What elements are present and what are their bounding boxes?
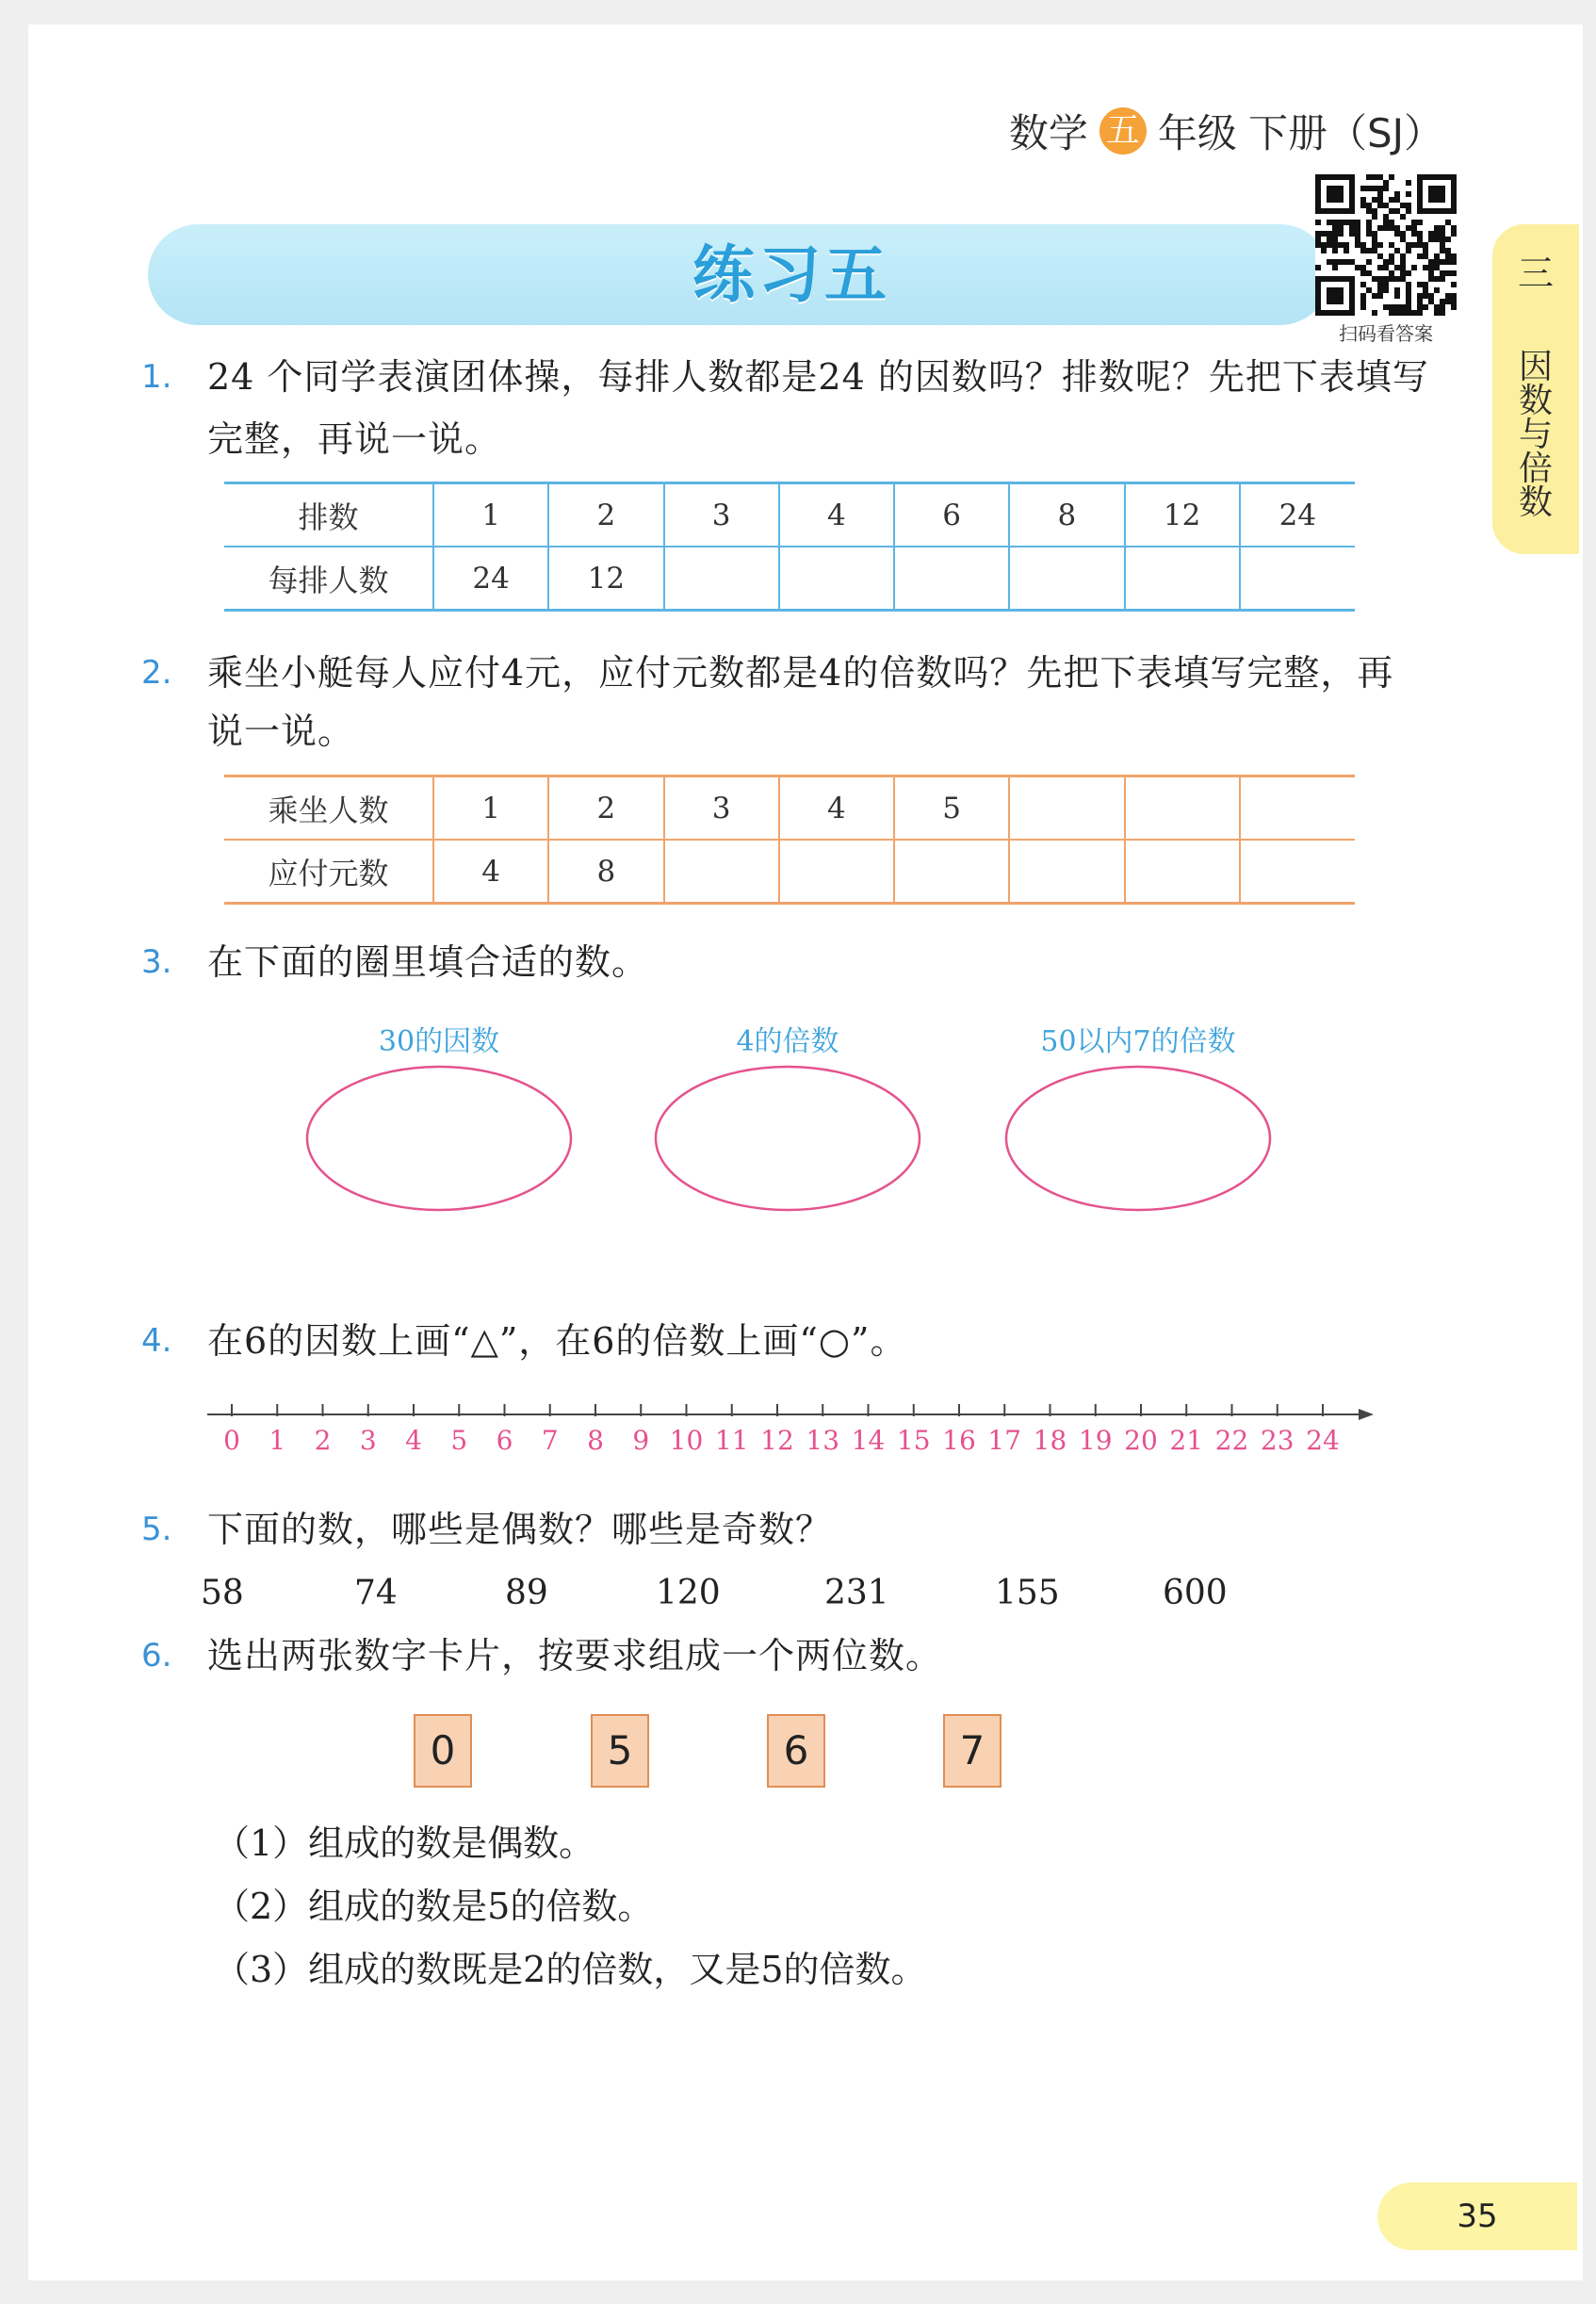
table-cell: 4	[779, 776, 894, 841]
answer-ovals	[0, 1055, 1596, 1225]
table-cell: 24	[433, 547, 548, 611]
sub-question-2: （2）组成的数是5的倍数。	[214, 1886, 654, 1927]
table-cell	[1009, 547, 1124, 611]
table-cell: 8	[548, 840, 663, 904]
table-cell: 8	[1009, 483, 1124, 547]
number-line-label: 8	[587, 1425, 604, 1456]
table-cell	[894, 840, 1009, 904]
oval-multiples-of-4	[656, 1067, 920, 1210]
number-item: 120	[656, 1574, 721, 1612]
row-label: 乘坐人数	[224, 776, 433, 841]
table-cell: 1	[433, 776, 548, 841]
question-1-line: 24 个同学表演团体操，每排人数都是24 的因数吗？排数呢？先把下表填写	[207, 356, 1429, 398]
number-line-label: 10	[669, 1425, 704, 1456]
table-cell	[1240, 547, 1355, 611]
qr-label: 扫码看答案	[1339, 322, 1433, 345]
question-number-2: 2.	[141, 654, 172, 692]
question-6-text: 选出两张数字卡片，按要求组成一个两位数。	[207, 1635, 943, 1676]
number-line-label: 0	[223, 1425, 240, 1456]
digit-card: 6	[767, 1714, 825, 1788]
number-line-label: 23	[1260, 1425, 1295, 1456]
question-number-3: 3.	[141, 943, 172, 981]
table-cell	[894, 547, 1009, 611]
number-line-label: 22	[1214, 1425, 1249, 1456]
number-line-label: 11	[714, 1425, 749, 1456]
number-line-arrow-icon	[1359, 1409, 1374, 1420]
number-line-label: 12	[760, 1425, 794, 1456]
oval-label-multiples-of-7: 50以内7的倍数	[1040, 1025, 1236, 1058]
oval-label-multiples-of-4: 4的倍数	[736, 1025, 839, 1058]
chapter-name: 因数与倍数	[1518, 348, 1553, 522]
chapter-tab	[1492, 224, 1579, 554]
sub-question-1: （1）组成的数是偶数。	[214, 1822, 595, 1864]
question-number-6: 6.	[141, 1637, 172, 1675]
question-3-text: 在下面的圈里填合适的数。	[207, 941, 649, 983]
table-cell: 3	[664, 483, 779, 547]
table-cell	[1009, 840, 1124, 904]
table-cell	[779, 840, 894, 904]
table-cell: 24	[1240, 483, 1355, 547]
question-1-text	[207, 346, 1429, 470]
oval-label-factors-of-30: 30的因数	[378, 1025, 500, 1058]
table-cell: 5	[894, 776, 1009, 841]
question-number-4: 4.	[141, 1322, 172, 1360]
number-line-label: 19	[1078, 1425, 1113, 1456]
question-2-text	[207, 644, 1393, 760]
number-line-label: 13	[806, 1425, 840, 1456]
table-cell	[1240, 840, 1355, 904]
sub-questions	[214, 1812, 927, 2002]
oval-multiples-of-7	[1006, 1067, 1270, 1210]
table-cell	[1125, 776, 1240, 841]
row-label: 每排人数	[224, 547, 433, 611]
grade-badge: 五	[1099, 107, 1147, 155]
table-cell: 1	[433, 483, 548, 547]
page-number: 35	[1457, 2198, 1498, 2235]
number-item: 231	[824, 1574, 889, 1612]
table-cell	[664, 547, 779, 611]
table-row	[224, 483, 1355, 547]
number-line-label: 14	[851, 1425, 886, 1456]
digit-card: 5	[591, 1714, 649, 1788]
question-4-text: 在6的因数上画“△”，在6的倍数上画“○”。	[207, 1320, 907, 1362]
number-line-label: 4	[405, 1425, 422, 1456]
number-line-label: 7	[541, 1425, 559, 1456]
table-cell	[1125, 547, 1240, 611]
table-cell	[779, 547, 894, 611]
oval-factors-of-30	[307, 1067, 571, 1210]
number-line-label: 24	[1306, 1425, 1340, 1456]
qr-code	[1315, 174, 1457, 316]
row-label: 排数	[224, 483, 433, 547]
number-line-label: 2	[314, 1425, 332, 1456]
number-line-label: 1	[269, 1425, 286, 1456]
number-line-label: 17	[987, 1425, 1022, 1456]
number-item: 89	[505, 1574, 548, 1612]
question-2-line: 乘坐小艇每人应付4元，应付元数都是4的倍数吗？先把下表填写完整，再	[207, 652, 1394, 694]
number-line-label: 18	[1033, 1425, 1067, 1456]
number-line-label: 6	[496, 1425, 513, 1456]
digit-card: 7	[943, 1714, 1002, 1788]
page-title: 练习五	[692, 237, 890, 311]
table-cell: 12	[548, 547, 663, 611]
qr-code-graphic	[1315, 174, 1457, 316]
header-grade: 年级	[1157, 110, 1237, 156]
chapter-number: 三	[1517, 253, 1554, 294]
table-cell: 2	[548, 483, 663, 547]
number-line-label: 16	[942, 1425, 976, 1456]
number-item: 600	[1163, 1574, 1228, 1612]
number-line	[0, 1385, 1596, 1470]
question-5-text: 下面的数，哪些是偶数？哪些是奇数？	[207, 1509, 833, 1550]
question-number-5: 5.	[141, 1511, 172, 1548]
number-line-label: 15	[896, 1425, 931, 1456]
table-cell	[1240, 776, 1355, 841]
question-number-1: 1.	[141, 358, 172, 396]
table-cell: 12	[1125, 483, 1240, 547]
header	[1009, 104, 1443, 158]
table-cell	[1125, 840, 1240, 904]
number-line-ticks	[223, 1404, 1340, 1456]
number-line-label: 5	[450, 1425, 468, 1456]
table-cell: 3	[664, 776, 779, 841]
table-cell	[664, 840, 779, 904]
table-cell: 4	[433, 840, 548, 904]
table-boat-fare	[224, 775, 1355, 905]
question-2-line: 说一说。	[207, 711, 355, 752]
table-cell: 4	[779, 483, 894, 547]
sub-question-3: （3）组成的数既是2的倍数，又是5的倍数。	[214, 1949, 927, 1990]
number-line-label: 3	[359, 1425, 377, 1456]
digit-card: 0	[414, 1714, 472, 1788]
table-cell: 2	[548, 776, 663, 841]
row-label: 应付元数	[224, 840, 433, 904]
header-subject: 数学	[1008, 110, 1088, 156]
question-1-line: 完整，再说一说。	[207, 418, 502, 460]
header-volume: 下册（SJ）	[1247, 110, 1443, 156]
number-item: 74	[354, 1574, 398, 1612]
number-line-label: 21	[1169, 1425, 1204, 1456]
table-row	[224, 547, 1355, 611]
qr-pattern	[1315, 174, 1457, 316]
table-rows-people	[224, 482, 1355, 612]
number-line-label: 9	[632, 1425, 650, 1456]
number-line-label: 20	[1124, 1425, 1158, 1456]
number-item: 155	[995, 1574, 1060, 1612]
table-row	[224, 776, 1355, 841]
table-cell: 6	[894, 483, 1009, 547]
number-item: 58	[201, 1574, 244, 1612]
table-cell	[1009, 776, 1124, 841]
table-row	[224, 840, 1355, 904]
